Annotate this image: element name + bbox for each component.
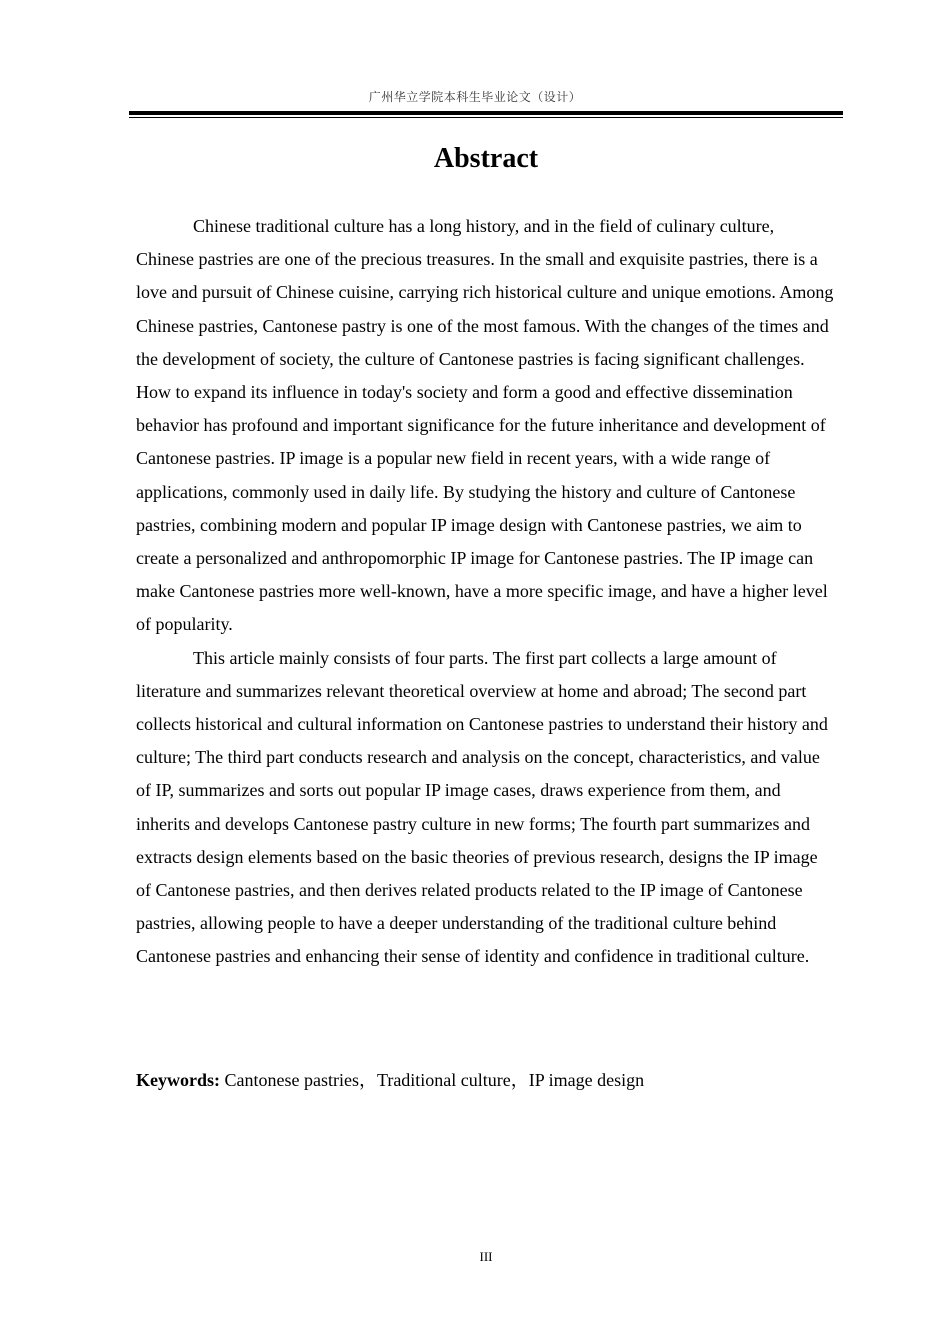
header-rule-thick bbox=[129, 111, 843, 115]
page-number: III bbox=[479, 1249, 493, 1264]
keywords-line bbox=[136, 1066, 836, 1094]
abstract-paragraph-2: This article mainly consists of four parts. The first part collects a large amount of literature and summarizes relevant theoretical overview at home and abroad; The second part collects historical and cultural information on Cantonese pastries to understand their history and culture; The third part conducts research and analysis on the concept, characteristics, and value of IP, summarizes and sorts out popular IP image cases, draws experience from them, and inherits and develops Cantonese pastry culture in new forms; The fourth part summarizes and extracts design elements based on the basic theories of previous research, designs the IP image of Cantonese pastries, and then derives related products related to the IP image of Cantonese pastries, allowing people to have a deeper understanding of the traditional culture behind Cantonese pastries and enhancing their sense of identity and confidence in traditional culture. bbox=[136, 647, 828, 967]
header-rule-thin bbox=[129, 117, 843, 118]
abstract-title: Abstract bbox=[433, 143, 539, 174]
keywords-text: Cantonese pastries，Traditional culture，IP image design bbox=[224, 1070, 645, 1090]
abstract-paragraph-1: Chinese traditional culture has a long history, and in the field of culinary culture, Chinese pastries are one of the precious treasures. In the small and exquisite pastries, there is a love and pursuit of Chinese cuisine, carrying rich historical culture and unique emotions. Among Chinese pastries, Cantonese pastry is one of the most famous. With the changes of the times and the development of society, the culture of Cantonese pastries is facing significant challenges. How to expand its influence in today's society and form a good and effective dissemination behavior has profound and important significance for the future inheritance and development of Cantonese pastries. IP image is a popular new field in recent years, with a wide range of applications, commonly used in daily life. By studying the history and culture of Cantonese pastries, combining modern and popular IP image design with Cantonese pastries, we aim to create a personalized and anthropomorphic IP image for Cantonese pastries. The IP image can make Cantonese pastries more well-known, have a more specific image, and have a higher level of popularity. bbox=[136, 216, 834, 635]
abstract-body bbox=[136, 210, 836, 974]
running-header: 广州华立学院本科生毕业论文（设计） bbox=[368, 90, 582, 104]
keywords-label: Keywords: bbox=[136, 1070, 220, 1090]
